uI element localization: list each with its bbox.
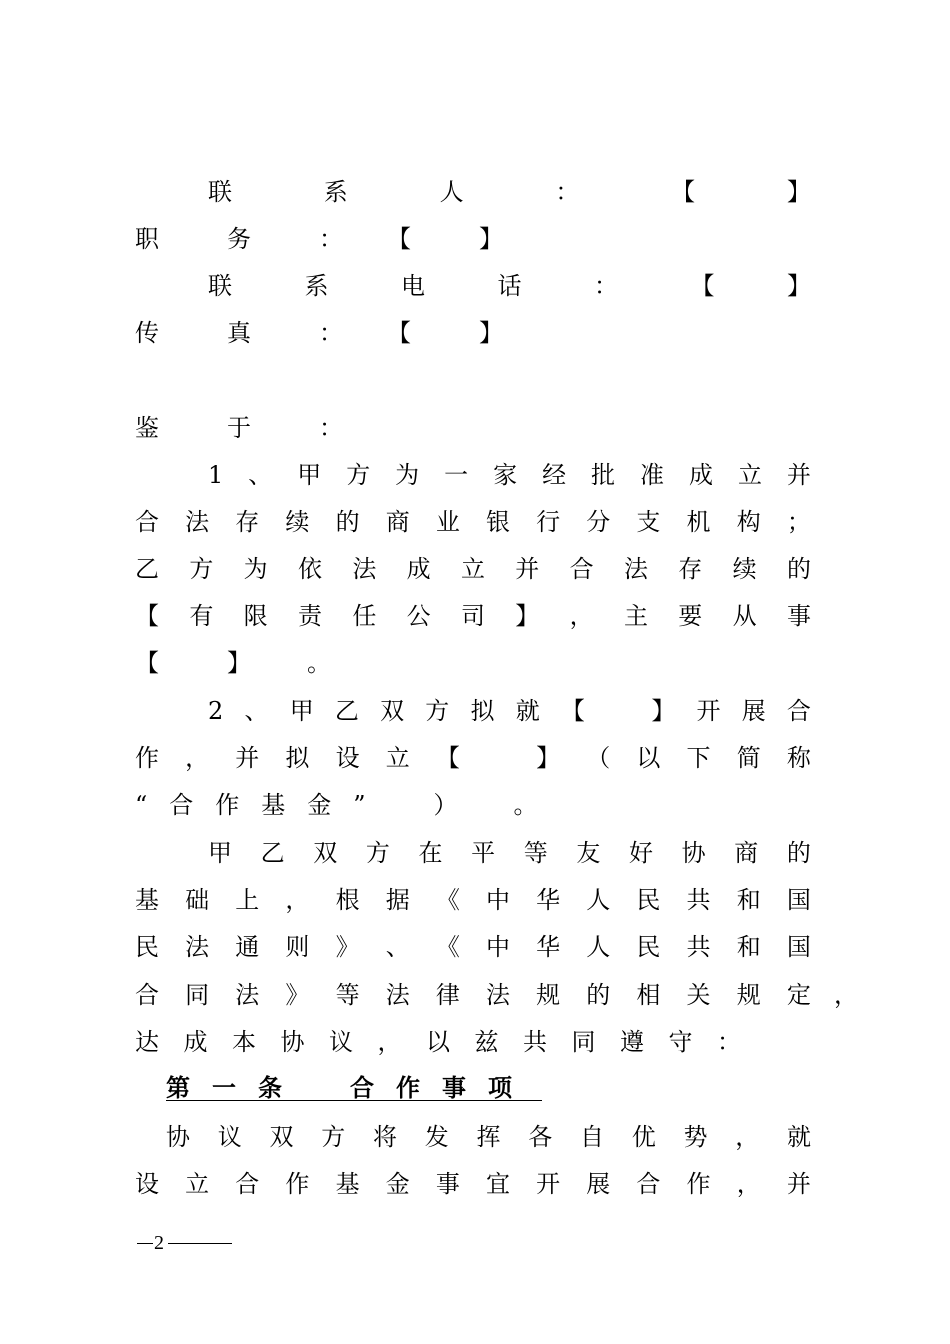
basis-line-4: 合 同 法 》 等 法 律 法 规 的 相 关 规 定 <box>135 981 811 1009</box>
recital-2-line-2: 作 ， 并 拟 设 立 【 】 （ 以 下 简 称 <box>135 744 811 772</box>
recitals-intro: 鉴 于 ： <box>135 414 365 442</box>
recital-1-line-4: 【 有 限 责 任 公 司 】 ， 主 要 从 事 <box>135 602 811 630</box>
article-1-line-1: 协 议 双 方 将 发 挥 各 自 优 势 ， 就 <box>166 1123 811 1151</box>
basis-line-5: 达 成 本 协 议 ， 以 兹 共 同 遵 守 ： <box>135 1028 741 1056</box>
basis-line-2: 基 础 上 ， 根 据 《 中 华 人 民 共 和 国 <box>135 886 811 914</box>
contact-person-line: 联 系 人 ： 【 】 <box>208 178 811 206</box>
position-line: 职 务 ： 【 】 <box>135 225 525 253</box>
recital-1-line-5: 【 】 。 <box>135 649 353 677</box>
article-1-title-underline <box>166 1100 542 1101</box>
footer-dash-left <box>137 1243 153 1244</box>
recital-1-line-3: 乙 方 为 依 法 成 立 并 合 法 存 续 的 <box>135 555 811 583</box>
basis-line-3: 民 法 通 则 》 、 《 中 华 人 民 共 和 国 <box>135 933 811 961</box>
recital-1-line-2: 合 法 存 续 的 商 业 银 行 分 支 机 构 ； <box>135 508 811 536</box>
basis-line-4-comma: ， <box>834 981 858 1009</box>
recital-2-line-3: “合作基金” ） 。 <box>135 791 560 819</box>
fax-line: 传 真 ： 【 】 <box>135 319 525 347</box>
recital-1-line-1: 1 、 甲 方 为 一 家 经 批 准 成 立 并 <box>208 461 811 489</box>
article-1-title: 第一条 合作事项 <box>166 1073 534 1102</box>
phone-line: 联 系 电 话 ： 【 】 <box>208 272 811 300</box>
recital-2-line-1: 2 、 甲 乙 双 方 拟 就 【 】 开 展 合 <box>208 697 811 725</box>
basis-line-1: 甲 乙 双 方 在 平 等 友 好 协 商 的 <box>208 839 811 867</box>
article-1-line-2: 设 立 合 作 基 金 事 宜 开 展 合 作 ， 并 <box>135 1170 811 1198</box>
footer-dash-right <box>168 1243 232 1244</box>
page-number: 2 <box>154 1232 164 1254</box>
